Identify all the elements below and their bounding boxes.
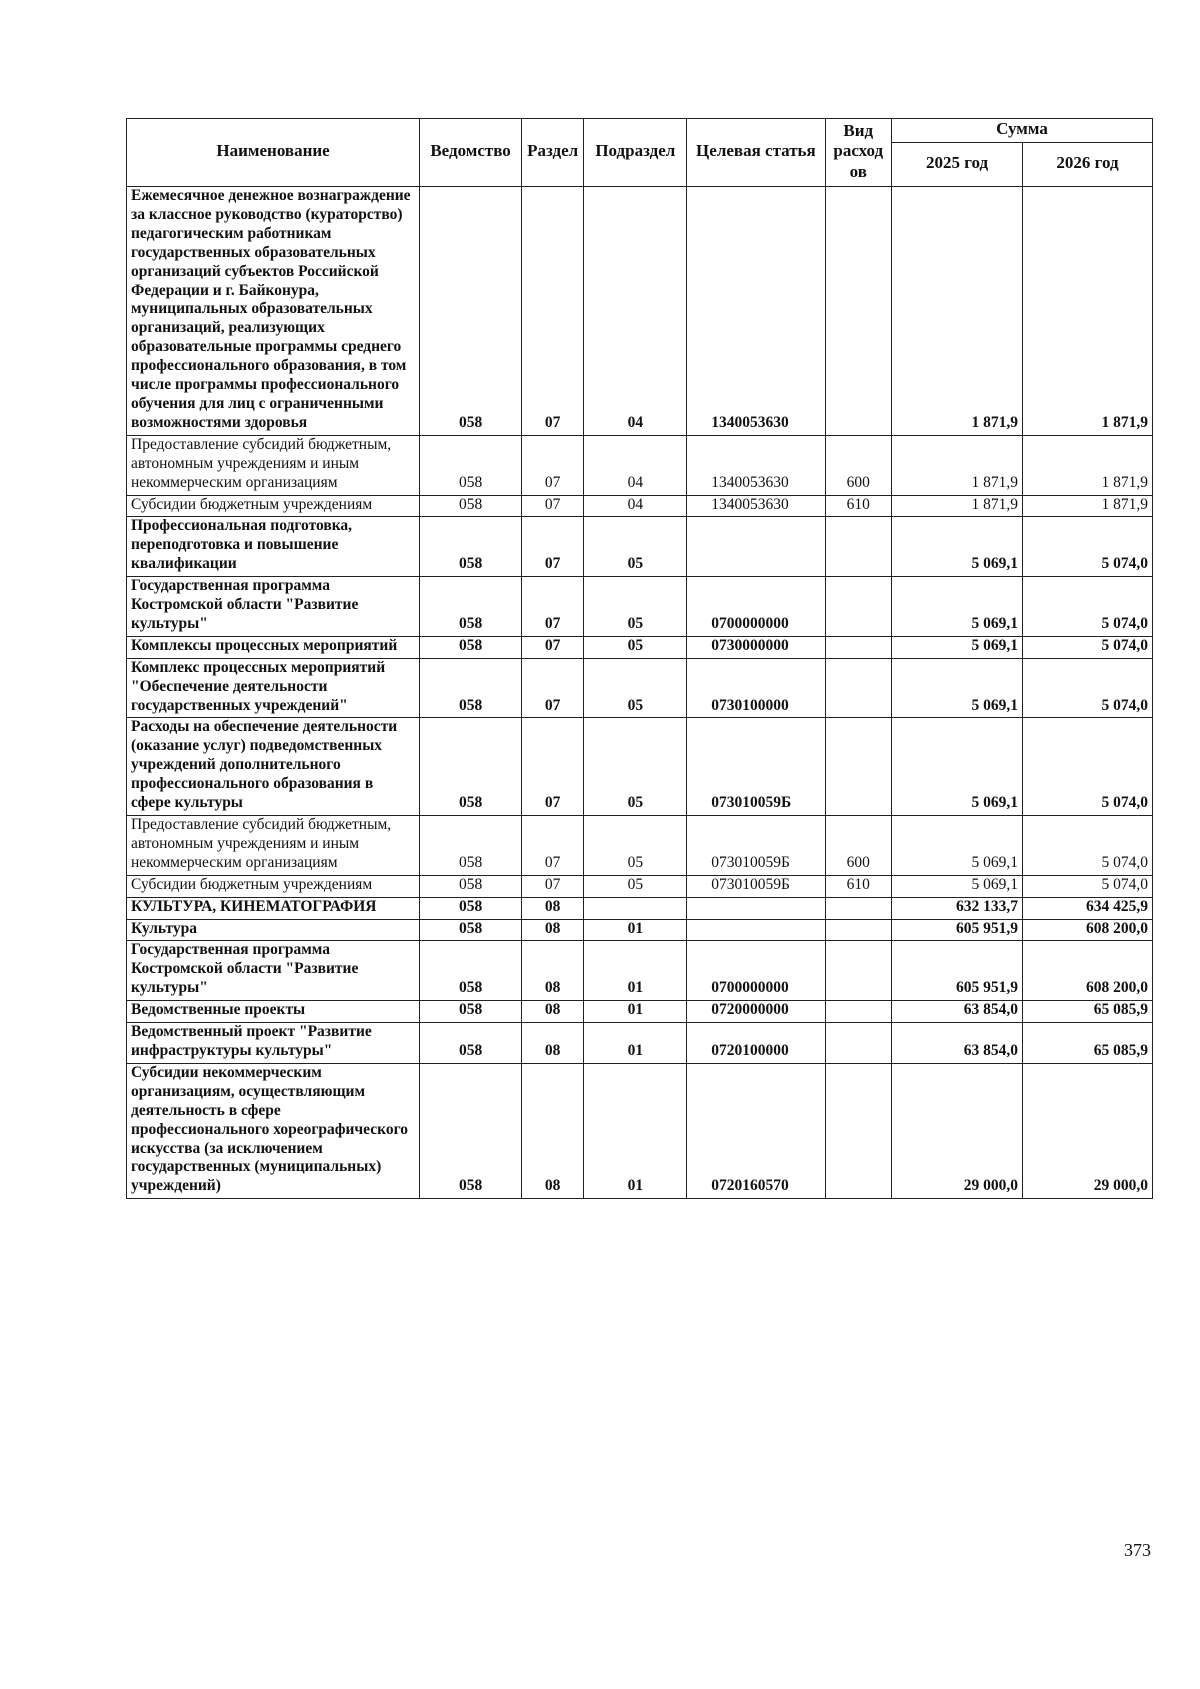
row-dept: 058 (420, 187, 522, 436)
row-2026: 1 871,9 (1023, 435, 1153, 495)
row-2026: 1 871,9 (1023, 187, 1153, 436)
row-2026: 5 074,0 (1023, 816, 1153, 876)
table-row (127, 577, 1153, 637)
row-kind (825, 919, 892, 941)
header-section: Раздел (522, 119, 584, 187)
row-subsection: 01 (584, 941, 687, 1001)
row-kind (825, 636, 892, 658)
row-name: Комплексы процессных мероприятий (127, 636, 420, 658)
row-kind: 610 (825, 875, 892, 897)
row-target: 073010059Б (687, 875, 825, 897)
row-name: Ведомственный проект "Развитие инфраструктуры культуры" (127, 1023, 420, 1064)
row-section: 07 (522, 577, 584, 637)
row-target (687, 919, 825, 941)
row-2025: 5 069,1 (892, 658, 1023, 718)
row-dept: 058 (420, 1063, 522, 1198)
table-row (127, 658, 1153, 718)
row-dept: 058 (420, 718, 522, 816)
row-dept: 058 (420, 517, 522, 577)
row-name: Комплекс процессных мероприятий "Обеспечение деятельности государственных учреждений" (127, 658, 420, 718)
row-section: 07 (522, 875, 584, 897)
row-name: Субсидии некоммерческим организациям, осуществляющим деятельность в сфере профессионального хореографического искусства (за исключением государственных (муниципальных) учреждений) (127, 1063, 420, 1198)
row-kind (825, 1023, 892, 1064)
row-dept: 058 (420, 1023, 522, 1064)
row-2025: 1 871,9 (892, 435, 1023, 495)
row-target: 0720000000 (687, 1001, 825, 1023)
table-row (127, 435, 1153, 495)
row-dept: 058 (420, 577, 522, 637)
row-kind (825, 718, 892, 816)
row-target (687, 897, 825, 919)
header-sum: Сумма (892, 119, 1153, 143)
row-2025: 5 069,1 (892, 517, 1023, 577)
header-target: Целевая статья (687, 119, 825, 187)
row-2025: 63 854,0 (892, 1023, 1023, 1064)
row-2026: 634 425,9 (1023, 897, 1153, 919)
table-row (127, 897, 1153, 919)
row-dept: 058 (420, 1001, 522, 1023)
header-name: Наименование (127, 119, 420, 187)
row-section: 08 (522, 1001, 584, 1023)
row-name: КУЛЬТУРА, КИНЕМАТОГРАФИЯ (127, 897, 420, 919)
row-2026: 65 085,9 (1023, 1023, 1153, 1064)
row-subsection: 05 (584, 636, 687, 658)
row-dept: 058 (420, 919, 522, 941)
table-row (127, 919, 1153, 941)
header-2025: 2025 год (892, 143, 1023, 187)
row-subsection: 01 (584, 1063, 687, 1198)
row-target: 1340053630 (687, 435, 825, 495)
row-2026: 5 074,0 (1023, 718, 1153, 816)
row-target (687, 517, 825, 577)
row-kind (825, 517, 892, 577)
row-kind (825, 187, 892, 436)
row-2025: 1 871,9 (892, 187, 1023, 436)
row-target: 0730100000 (687, 658, 825, 718)
row-subsection: 04 (584, 495, 687, 517)
row-kind (825, 1063, 892, 1198)
header-2026: 2026 год (1023, 143, 1153, 187)
table-row (127, 1023, 1153, 1064)
row-2026: 5 074,0 (1023, 517, 1153, 577)
table-row (127, 1001, 1153, 1023)
row-name: Ведомственные проекты (127, 1001, 420, 1023)
table-row (127, 816, 1153, 876)
row-name: Предоставление субсидий бюджетным, автономным учреждениям и иным некоммерческим организациям (127, 816, 420, 876)
table-body (127, 187, 1153, 1199)
row-2026: 29 000,0 (1023, 1063, 1153, 1198)
row-2025: 29 000,0 (892, 1063, 1023, 1198)
row-subsection: 01 (584, 1001, 687, 1023)
row-dept: 058 (420, 636, 522, 658)
table-row (127, 718, 1153, 816)
row-2025: 632 133,7 (892, 897, 1023, 919)
header-kind: Вид расход ов (825, 119, 892, 187)
row-subsection: 05 (584, 816, 687, 876)
row-kind (825, 577, 892, 637)
row-section: 07 (522, 435, 584, 495)
row-subsection: 05 (584, 517, 687, 577)
row-2026: 5 074,0 (1023, 658, 1153, 718)
table-row (127, 1063, 1153, 1198)
table-row (127, 187, 1153, 436)
row-section: 07 (522, 187, 584, 436)
row-section: 08 (522, 941, 584, 1001)
row-name: Профессиональная подготовка, переподготовка и повышение квалификации (127, 517, 420, 577)
row-dept: 058 (420, 658, 522, 718)
row-kind: 610 (825, 495, 892, 517)
row-2025: 605 951,9 (892, 941, 1023, 1001)
row-subsection: 05 (584, 658, 687, 718)
row-kind (825, 941, 892, 1001)
row-target: 1340053630 (687, 495, 825, 517)
row-2025: 5 069,1 (892, 816, 1023, 876)
table-row (127, 495, 1153, 517)
row-name: Культура (127, 919, 420, 941)
row-dept: 058 (420, 875, 522, 897)
row-kind (825, 897, 892, 919)
row-2026: 5 074,0 (1023, 577, 1153, 637)
row-subsection: 01 (584, 1023, 687, 1064)
row-name: Субсидии бюджетным учреждениям (127, 875, 420, 897)
budget-table (126, 118, 1153, 1199)
row-section: 07 (522, 636, 584, 658)
row-subsection: 05 (584, 718, 687, 816)
page-number: 373 (1124, 1540, 1151, 1560)
row-section: 07 (522, 658, 584, 718)
row-target: 073010059Б (687, 816, 825, 876)
row-dept: 058 (420, 435, 522, 495)
row-2026: 1 871,9 (1023, 495, 1153, 517)
row-subsection: 05 (584, 875, 687, 897)
row-target: 0700000000 (687, 577, 825, 637)
row-section: 08 (522, 897, 584, 919)
row-2026: 65 085,9 (1023, 1001, 1153, 1023)
row-dept: 058 (420, 897, 522, 919)
row-2025: 1 871,9 (892, 495, 1023, 517)
table-row (127, 517, 1153, 577)
row-subsection: 05 (584, 577, 687, 637)
table-row (127, 636, 1153, 658)
row-subsection: 04 (584, 435, 687, 495)
row-target: 0720100000 (687, 1023, 825, 1064)
row-2025: 5 069,1 (892, 718, 1023, 816)
row-kind (825, 1001, 892, 1023)
row-section: 07 (522, 517, 584, 577)
row-2025: 5 069,1 (892, 636, 1023, 658)
row-2026: 608 200,0 (1023, 919, 1153, 941)
row-2026: 5 074,0 (1023, 875, 1153, 897)
row-2026: 608 200,0 (1023, 941, 1153, 1001)
row-section: 07 (522, 816, 584, 876)
row-section: 08 (522, 919, 584, 941)
row-subsection (584, 897, 687, 919)
row-name: Государственная программа Костромской области "Развитие культуры" (127, 577, 420, 637)
row-2025: 605 951,9 (892, 919, 1023, 941)
row-section: 08 (522, 1023, 584, 1064)
row-2025: 63 854,0 (892, 1001, 1023, 1023)
row-target: 0700000000 (687, 941, 825, 1001)
row-section: 07 (522, 495, 584, 517)
row-name: Государственная программа Костромской области "Развитие культуры" (127, 941, 420, 1001)
header-dept: Ведомство (420, 119, 522, 187)
row-name: Субсидии бюджетным учреждениям (127, 495, 420, 517)
row-dept: 058 (420, 495, 522, 517)
row-subsection: 01 (584, 919, 687, 941)
row-kind: 600 (825, 435, 892, 495)
row-name: Ежемесячное денежное вознаграждение за классное руководство (кураторство) педагогическим работникам государственных образовательных организаций субъектов Российской Федерации и г. Байконура, муниципальных образовательных организаций, реализующих образовательные программы среднего профессионального образования, в том числе программы профессионального обучения для лиц с ограниченными возможностями здоровья (127, 187, 420, 436)
row-section: 07 (522, 718, 584, 816)
row-section: 08 (522, 1063, 584, 1198)
row-target: 1340053630 (687, 187, 825, 436)
row-target: 073010059Б (687, 718, 825, 816)
row-kind: 600 (825, 816, 892, 876)
table-row (127, 875, 1153, 897)
row-name: Расходы на обеспечение деятельности (оказание услуг) подведомственных учреждений дополнительного профессионального образования в сфере культуры (127, 718, 420, 816)
row-target: 0730000000 (687, 636, 825, 658)
row-name: Предоставление субсидий бюджетным, автономным учреждениям и иным некоммерческим организациям (127, 435, 420, 495)
row-subsection: 04 (584, 187, 687, 436)
table-row (127, 941, 1153, 1001)
row-2025: 5 069,1 (892, 577, 1023, 637)
row-target: 0720160570 (687, 1063, 825, 1198)
row-dept: 058 (420, 816, 522, 876)
row-kind (825, 658, 892, 718)
row-dept: 058 (420, 941, 522, 1001)
row-2025: 5 069,1 (892, 875, 1023, 897)
header-subsection: Подраздел (584, 119, 687, 187)
row-2026: 5 074,0 (1023, 636, 1153, 658)
